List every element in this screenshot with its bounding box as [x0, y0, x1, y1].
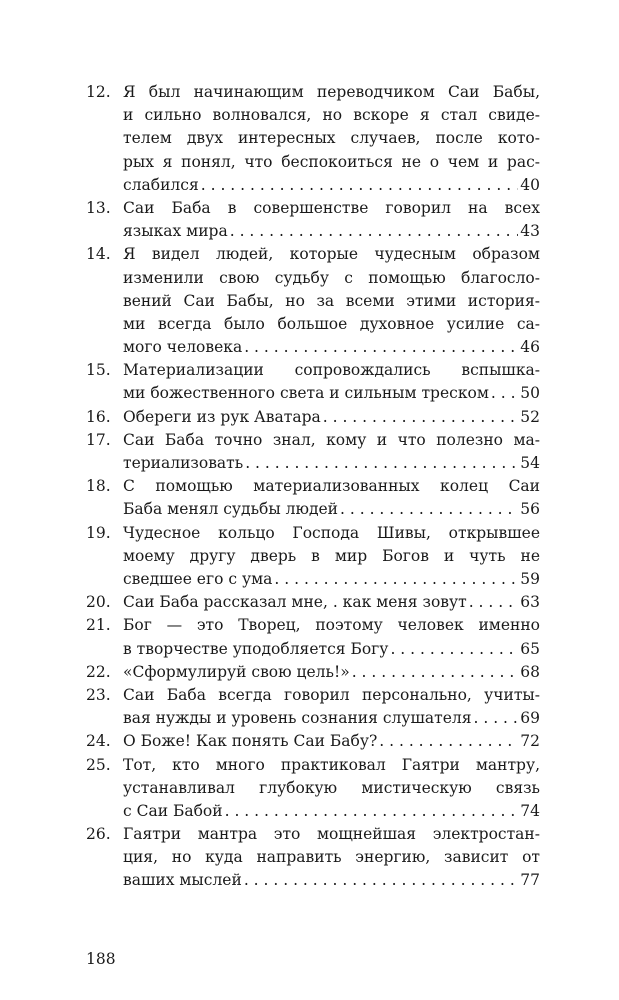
- toc-entry: [86, 684, 540, 730]
- entry-title: [123, 754, 540, 824]
- dot-leader: [352, 661, 519, 684]
- entry-title: [123, 661, 540, 684]
- entry-title-line: изменили свою судьбу с помощью благосло-: [123, 268, 540, 287]
- entry-title: [123, 243, 540, 359]
- entry-title-text: языках мира: [123, 222, 228, 241]
- entry-title: [123, 591, 540, 614]
- dot-leader: [244, 869, 518, 892]
- entry-page-number: 65: [520, 639, 540, 658]
- entry-title-last-line: [123, 661, 540, 684]
- entry-page-number: 46: [520, 338, 540, 357]
- entry-number: 22.: [86, 662, 111, 681]
- entry-title-text: Баба менял судьбы людей: [123, 500, 339, 519]
- entry-title-text: в творчестве уподобляется Богу: [123, 639, 389, 658]
- toc-entry: [86, 730, 540, 753]
- entry-title: [123, 522, 540, 592]
- entry-number: 16.: [86, 407, 111, 426]
- toc-entry: [86, 81, 540, 197]
- entry-title-line: и сильно волновался, но вскоре я стал свиде-: [123, 106, 540, 125]
- entry-title-line: Материализации сопровождались вспышка-: [123, 361, 540, 380]
- entry-number: 17.: [86, 430, 111, 449]
- entry-number: 19.: [86, 523, 111, 542]
- entry-title-line: ми всегда было большое духовное усилие са-: [123, 314, 540, 333]
- toc-entry: [86, 754, 540, 824]
- entry-title: [123, 406, 540, 429]
- entry-number: 14.: [86, 245, 111, 264]
- entry-page-number: 77: [520, 871, 540, 890]
- entry-title-line: Бог — это Творец, поэтому человек именно: [123, 616, 540, 635]
- entry-number: 21.: [86, 616, 111, 635]
- entry-title: [123, 429, 540, 475]
- entry-number: 13.: [86, 198, 111, 217]
- entry-page-number: 72: [520, 732, 540, 751]
- entry-title-line: Гаятри мантра это мощнейшая электростан-: [123, 825, 540, 844]
- dot-leader: [225, 800, 519, 823]
- entry-number: 24.: [86, 732, 111, 751]
- entry-number: 15.: [86, 361, 111, 380]
- dot-leader: [245, 452, 518, 475]
- entry-title: [123, 684, 540, 730]
- entry-title-last-line: [123, 452, 540, 475]
- dot-leader: [390, 638, 518, 661]
- entry-title-text: вая нужды и уровень сознания слушателя: [123, 709, 472, 728]
- entry-title-last-line: [123, 498, 540, 521]
- entry-title-last-line: [123, 869, 540, 892]
- entry-title-text: сведшее его с ума: [123, 569, 273, 588]
- entry-title-last-line: [123, 707, 540, 730]
- entry-title: [123, 359, 540, 405]
- entry-title-line: рых я понял, что беспокоиться не о чем и рас-: [123, 152, 540, 171]
- entry-page-number: 43: [520, 222, 540, 241]
- entry-number: 25.: [86, 755, 111, 774]
- table-of-contents: [86, 81, 540, 893]
- entry-title: [123, 475, 540, 521]
- dot-leader: [244, 336, 518, 359]
- toc-entry: [86, 406, 540, 429]
- entry-title-last-line: [123, 591, 540, 614]
- entry-title-text: териализовать: [123, 454, 244, 473]
- toc-entry: [86, 823, 540, 893]
- dot-leader: [274, 568, 518, 591]
- entry-title-line: Тот, кто много практиковал Гаятри мантру,: [123, 755, 540, 774]
- entry-title-last-line: [123, 174, 540, 197]
- entry-title-text: мого человека: [123, 338, 243, 357]
- entry-title-line: С помощью материализованных колец Саи: [123, 477, 540, 496]
- entry-page-number: 52: [520, 407, 540, 426]
- entry-page-number: 63: [520, 593, 540, 612]
- entry-title-line: Я видел людей, которые чудесным образом: [123, 245, 540, 264]
- entry-title-line: моему другу дверь в мир Богов и чуть не: [123, 546, 540, 565]
- entry-title-last-line: [123, 220, 540, 243]
- entry-page-number: 50: [520, 384, 540, 403]
- entry-title-text: «Сформулируй свою цель!»: [123, 662, 350, 681]
- toc-entry: [86, 522, 540, 592]
- entry-title: [123, 823, 540, 893]
- entry-number: 18.: [86, 477, 111, 496]
- entry-title-last-line: [123, 568, 540, 591]
- entry-page-number: 59: [520, 569, 540, 588]
- dot-leader: [491, 382, 518, 405]
- entry-title-line: вений Саи Бабы, но за всеми этими история-: [123, 291, 540, 310]
- entry-title-text: ваших мыслей: [123, 871, 242, 890]
- entry-title-line: Саи Баба всегда говорил персонально, учиты-: [123, 685, 540, 704]
- entry-title-last-line: [123, 336, 540, 359]
- entry-page-number: 40: [520, 175, 540, 194]
- entry-title-line: ция, но куда направить энергию, зависит от: [123, 848, 540, 867]
- toc-entry: [86, 243, 540, 359]
- dot-leader: [474, 707, 519, 730]
- dot-leader: [469, 591, 519, 614]
- toc-entry: [86, 359, 540, 405]
- entry-title: [123, 197, 540, 243]
- entry-title-line: устанавливал глубокую мистическую связь: [123, 778, 540, 797]
- entry-page-number: 74: [520, 801, 540, 820]
- toc-entry: [86, 429, 540, 475]
- entry-title-last-line: [123, 800, 540, 823]
- entry-title: [123, 81, 540, 197]
- entry-number: 12.: [86, 83, 111, 101]
- entry-title-text: с Саи Бабой: [123, 801, 223, 820]
- entry-title-last-line: [123, 638, 540, 661]
- entry-title-line: Саи Баба точно знал, кому и что полезно ма-: [123, 430, 540, 449]
- dot-leader: [323, 406, 519, 429]
- entry-title-last-line: [123, 382, 540, 405]
- entry-number: 26.: [86, 825, 111, 844]
- entry-page-number: 69: [520, 709, 540, 728]
- entry-title-text: ми божественного света и сильным треском: [123, 384, 489, 403]
- entry-title-line: Чудесное кольцо Господа Шивы, открывшее: [123, 523, 540, 542]
- entry-page-number: 54: [520, 454, 540, 473]
- entry-title: [123, 614, 540, 660]
- entry-title-text: слабился: [123, 175, 199, 194]
- entry-title-line: Я был начинающим переводчиком Саи Бабы,: [123, 83, 540, 101]
- entry-page-number: 68: [520, 662, 540, 681]
- dot-leader: [340, 498, 518, 521]
- entry-title-last-line: [123, 406, 540, 429]
- dot-leader: [379, 730, 518, 753]
- entry-page-number: 56: [520, 500, 540, 519]
- toc-entry: [86, 197, 540, 243]
- entry-title-text: Саи Баба рассказал мне, . как меня зовут: [123, 593, 467, 612]
- dot-leader: [230, 220, 519, 243]
- toc-entry: [86, 591, 540, 614]
- entry-title-last-line: [123, 730, 540, 753]
- toc-entry: [86, 614, 540, 660]
- entry-title: [123, 730, 540, 753]
- entry-number: 23.: [86, 685, 111, 704]
- toc-entry: [86, 475, 540, 521]
- entry-number: 20.: [86, 593, 111, 612]
- page-number: 188: [86, 950, 116, 968]
- dot-leader: [201, 174, 519, 197]
- entry-title-line: телем двух интересных случаев, после кото-: [123, 129, 540, 148]
- toc-entry: [86, 661, 540, 684]
- entry-title-text: О Боже! Как понять Саи Бабу?: [123, 732, 378, 751]
- entry-title-line: Саи Баба в совершенстве говорил на всех: [123, 198, 540, 217]
- entry-title-text: Обереги из рук Аватара: [123, 407, 321, 426]
